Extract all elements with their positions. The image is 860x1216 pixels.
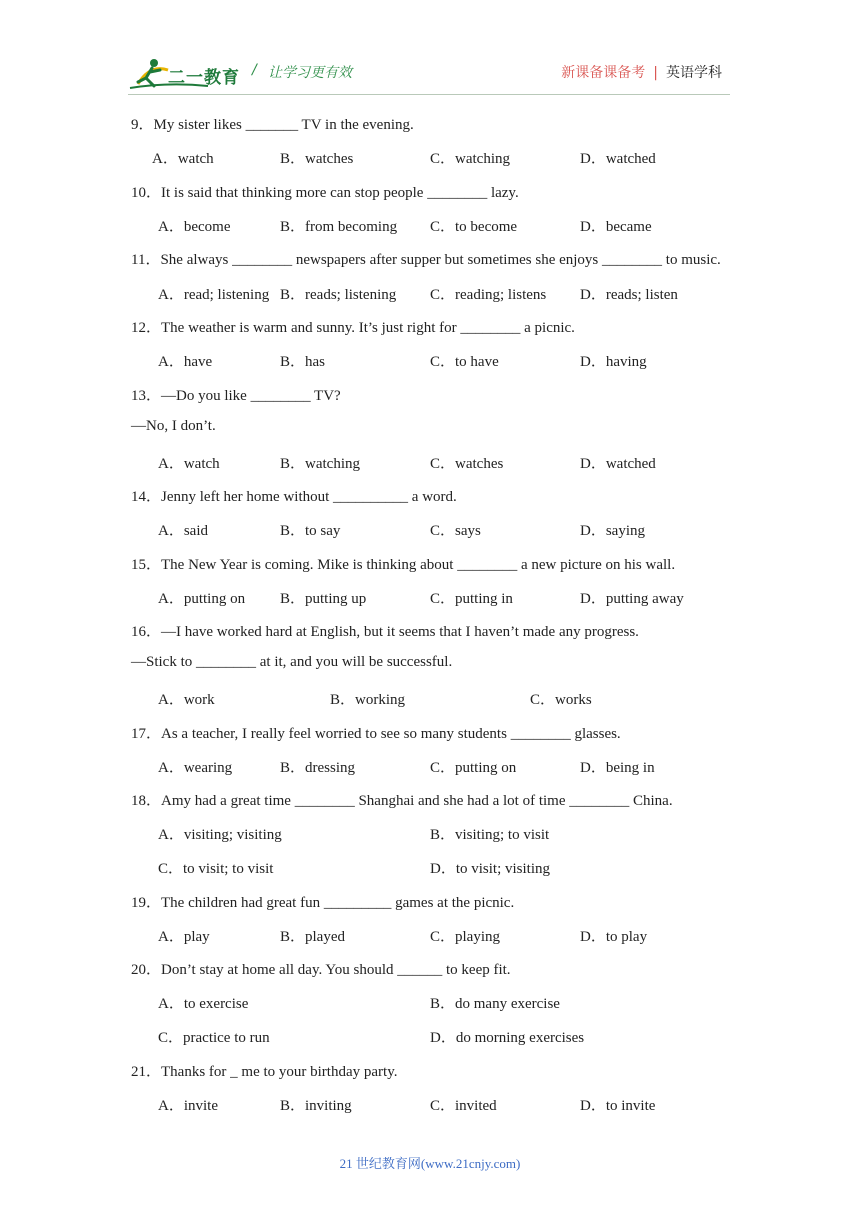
question-stem: 13．—Do you like ________ TV? xyxy=(131,388,341,404)
option-c[interactable]: C．putting in xyxy=(430,591,513,607)
option-d[interactable]: D．saying xyxy=(580,523,645,539)
option-c[interactable]: C．works xyxy=(530,692,592,708)
option-c[interactable]: C．watches xyxy=(430,456,504,472)
option-a[interactable]: A．wearing xyxy=(158,760,233,776)
option-b[interactable]: B．visiting; to visit xyxy=(430,827,550,843)
option-c[interactable]: C．says xyxy=(430,523,481,539)
option-c[interactable]: C．to visit; to visit xyxy=(158,861,274,877)
option-a[interactable]: A．watch xyxy=(152,151,214,167)
option-b[interactable]: B．putting up xyxy=(280,591,367,607)
question-stem: 10．It is said that thinking more can stop people ________ lazy. xyxy=(131,185,519,201)
question-stem-reply: —Stick to ________ at it, and you will be successful. xyxy=(131,654,453,670)
option-c[interactable]: C．playing xyxy=(430,929,500,945)
option-a[interactable]: A．invite xyxy=(158,1098,218,1114)
option-a[interactable]: A．putting on xyxy=(158,591,246,607)
question-stem: 16．—I have worked hard at English, but it seems that I haven’t made any progress. xyxy=(131,624,639,640)
page-header xyxy=(0,0,860,100)
option-b[interactable]: B．do many exercise xyxy=(430,996,560,1012)
footer-link[interactable]: 21 世纪教育网(www.21cnjy.com) xyxy=(339,1156,521,1171)
option-b[interactable]: B．from becoming xyxy=(280,219,398,235)
option-a[interactable]: A．play xyxy=(158,929,210,945)
option-a[interactable]: A．work xyxy=(158,692,215,708)
question-stem: 17．As a teacher, I really feel worried to see so many students ________ glasses. xyxy=(131,726,621,742)
option-d[interactable]: D．being in xyxy=(580,760,655,776)
option-d[interactable]: D．to invite xyxy=(580,1098,656,1114)
option-a[interactable]: A．become xyxy=(158,219,231,235)
option-c[interactable]: C．to have xyxy=(430,354,499,370)
option-d[interactable]: D．watched xyxy=(580,151,656,167)
question-stem: 9．My sister likes _______ TV in the evening. xyxy=(131,117,414,133)
option-b[interactable]: B．inviting xyxy=(280,1098,352,1114)
question-stem: 21．Thanks for _ me to your birthday party. xyxy=(131,1064,398,1080)
option-b[interactable]: B．has xyxy=(280,354,326,370)
option-a[interactable]: A．read; listening xyxy=(158,287,270,303)
logo-text: 二一教育 xyxy=(168,68,240,88)
option-d[interactable]: D．reads; listen xyxy=(580,287,678,303)
option-b[interactable]: B．working xyxy=(330,692,406,708)
slogan-slash: / xyxy=(252,62,257,78)
question-stem: 18．Amy had a great time ________ Shanghai and she had a lot of time ________ China. xyxy=(131,793,673,809)
question-stem: 15．The New Year is coming. Mike is thinking about ________ a new picture on his wall. xyxy=(131,557,676,573)
option-b[interactable]: B．watches xyxy=(280,151,354,167)
option-c[interactable]: C．practice to run xyxy=(158,1030,270,1046)
question-stem: 20．Don’t stay at home all day. You should ______ to keep fit. xyxy=(131,962,511,978)
header-tagline: 新课备课备考 xyxy=(561,65,646,81)
option-c[interactable]: C．watching xyxy=(430,151,510,167)
option-b[interactable]: B．watching xyxy=(280,456,360,472)
question-stem-reply: —No, I don’t. xyxy=(131,418,216,434)
option-d[interactable]: D．having xyxy=(580,354,647,370)
option-b[interactable]: B．dressing xyxy=(280,760,356,776)
option-d[interactable]: D．do morning exercises xyxy=(430,1030,585,1046)
option-c[interactable]: C．putting on xyxy=(430,760,517,776)
option-d[interactable]: D．watched xyxy=(580,456,656,472)
question-stem: 11．She always ________ newspapers after supper but sometimes she enjoys ________ to music. xyxy=(131,252,721,268)
option-c[interactable]: C．reading; listens xyxy=(430,287,547,303)
option-a[interactable]: A．visiting; visiting xyxy=(158,827,282,843)
option-b[interactable]: B．to say xyxy=(280,523,341,539)
header-subject: 英语学科 xyxy=(666,65,722,81)
question-stem: 14．Jenny left her home without __________ a word. xyxy=(131,489,457,505)
option-a[interactable]: A．to exercise xyxy=(158,996,249,1012)
option-a[interactable]: A．have xyxy=(158,354,213,370)
option-d[interactable]: D．putting away xyxy=(580,591,684,607)
option-b[interactable]: B．reads; listening xyxy=(280,287,397,303)
option-a[interactable]: A．said xyxy=(158,523,208,539)
header-rule xyxy=(128,94,730,95)
question-stem: 19．The children had great fun _________ games at the picnic. xyxy=(131,895,515,911)
option-d[interactable]: D．to play xyxy=(580,929,648,945)
option-d[interactable]: D．to visit; visiting xyxy=(430,861,551,877)
header-right xyxy=(561,62,722,82)
option-c[interactable]: C．invited xyxy=(430,1098,497,1114)
option-a[interactable]: A．watch xyxy=(158,456,220,472)
option-b[interactable]: B．played xyxy=(280,929,345,945)
option-c[interactable]: C．to become xyxy=(430,219,518,235)
slogan: 让学习更有效 xyxy=(268,65,352,81)
question-stem: 12．The weather is warm and sunny. It’s just right for ________ a picnic. xyxy=(131,320,575,336)
header-separator: | xyxy=(653,65,658,81)
option-d[interactable]: D．became xyxy=(580,219,652,235)
